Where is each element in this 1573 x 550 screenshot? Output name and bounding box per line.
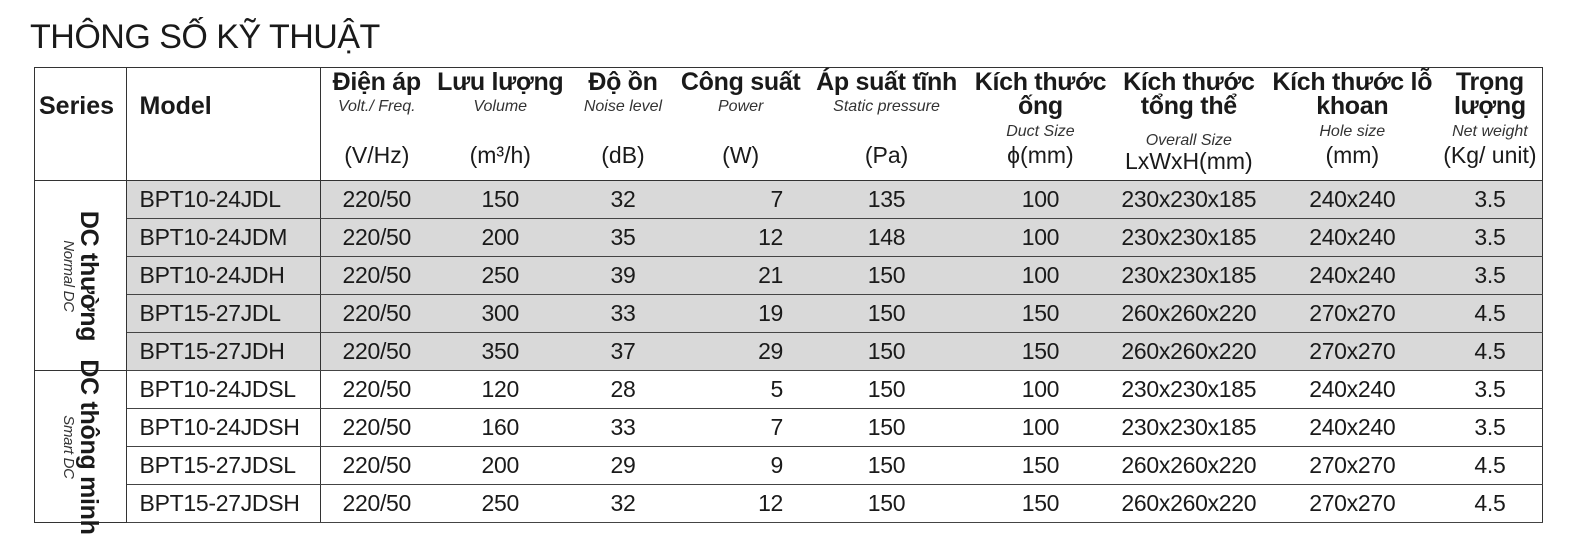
duct-cell: 150 xyxy=(970,485,1111,523)
pressure-cell: 150 xyxy=(803,257,970,295)
voltage-cell: 220/50 xyxy=(320,181,433,219)
table-row xyxy=(35,409,1543,447)
header-weight-en: Net weight xyxy=(1452,123,1528,140)
table-row xyxy=(35,333,1543,371)
power-cell: 29 xyxy=(678,333,803,371)
header-noise-unit: (dB) xyxy=(601,142,645,168)
weight-cell: 3.5 xyxy=(1438,371,1543,409)
header-power-vi: Công suất xyxy=(680,68,801,96)
noise-cell: 29 xyxy=(568,447,679,485)
weight-cell: 4.5 xyxy=(1438,295,1543,333)
header-volume-en: Volume xyxy=(473,98,528,115)
voltage-cell: 220/50 xyxy=(320,409,433,447)
pressure-cell: 150 xyxy=(803,409,970,447)
pressure-cell: 150 xyxy=(803,371,970,409)
weight-cell: 3.5 xyxy=(1438,257,1543,295)
volume-cell: 350 xyxy=(433,333,568,371)
duct-cell: 150 xyxy=(970,447,1111,485)
overall-cell: 230x230x185 xyxy=(1111,219,1267,257)
volume-cell: 120 xyxy=(433,371,568,409)
table-row xyxy=(35,447,1543,485)
weight-cell: 3.5 xyxy=(1438,219,1543,257)
pressure-cell: 150 xyxy=(803,295,970,333)
header-model-label: Model xyxy=(139,92,212,120)
table-row xyxy=(35,219,1543,257)
duct-cell: 100 xyxy=(970,257,1111,295)
header-overall-unit: LxWxH(mm) xyxy=(1124,148,1253,174)
header-overall-vi: Kích thước tổng thể xyxy=(1123,68,1255,120)
page-title: THÔNG SỐ KỸ THUẬT xyxy=(30,18,380,56)
voltage-cell: 220/50 xyxy=(320,257,433,295)
header-weight-vi: Trọng lượng xyxy=(1453,68,1526,120)
overall-cell: 230x230x185 xyxy=(1111,371,1267,409)
model-cell: BPT10-24JDL xyxy=(126,181,320,219)
header-model xyxy=(126,68,320,181)
duct-cell: 150 xyxy=(970,333,1111,371)
table-row xyxy=(35,181,1543,219)
header-hole xyxy=(1267,68,1438,181)
header-duct-vi: Kích thước ống xyxy=(974,68,1107,120)
table-row xyxy=(35,295,1543,333)
pressure-cell: 150 xyxy=(803,333,970,371)
hole-cell: 270x270 xyxy=(1267,333,1438,371)
pressure-cell: 150 xyxy=(803,447,970,485)
voltage-cell: 220/50 xyxy=(320,447,433,485)
header-voltage-unit: (V/Hz) xyxy=(344,142,410,168)
model-cell: BPT10-24JDH xyxy=(126,257,320,295)
power-cell: 5 xyxy=(678,371,803,409)
series-group-cell xyxy=(35,358,127,535)
header-pressure-en: Static pressure xyxy=(833,98,940,115)
model-cell: BPT10-24JDM xyxy=(126,219,320,257)
header-duct-unit: ϕ(mm) xyxy=(1007,142,1074,168)
header-volume-unit: (m³/h) xyxy=(469,142,531,168)
header-duct-en: Duct Size xyxy=(1006,123,1075,140)
table-row xyxy=(35,485,1543,523)
pressure-cell: 135 xyxy=(803,181,970,219)
duct-cell: 150 xyxy=(970,295,1111,333)
power-cell: 12 xyxy=(678,219,803,257)
weight-cell: 4.5 xyxy=(1438,333,1543,371)
voltage-cell: 220/50 xyxy=(320,333,433,371)
overall-cell: 230x230x185 xyxy=(1111,409,1267,447)
power-cell: 7 xyxy=(678,181,803,219)
weight-cell: 4.5 xyxy=(1438,447,1543,485)
header-pressure-unit: (Pa) xyxy=(864,142,909,168)
power-cell: 12 xyxy=(678,485,803,523)
header-hole-en: Hole size xyxy=(1319,123,1386,140)
volume-cell: 150 xyxy=(433,181,568,219)
header-pressure-vi: Áp suất tĩnh xyxy=(816,68,957,96)
overall-cell: 230x230x185 xyxy=(1111,257,1267,295)
model-cell: BPT15-27JDSL xyxy=(126,447,320,485)
volume-cell: 250 xyxy=(433,257,568,295)
hole-cell: 240x240 xyxy=(1267,257,1438,295)
overall-cell: 260x260x220 xyxy=(1111,295,1267,333)
header-noise-vi: Độ ồn xyxy=(588,68,658,96)
volume-cell: 160 xyxy=(433,409,568,447)
overall-cell: 260x260x220 xyxy=(1111,333,1267,371)
noise-cell: 28 xyxy=(568,371,679,409)
table-header-row xyxy=(35,68,1543,181)
weight-cell: 4.5 xyxy=(1438,485,1543,523)
series-group-label: DC thông minh xyxy=(75,358,104,535)
model-cell: BPT10-24JDSL xyxy=(126,371,320,409)
noise-cell: 33 xyxy=(568,295,679,333)
header-voltage-vi: Điện áp xyxy=(332,68,421,96)
table-row xyxy=(35,371,1543,409)
header-hole-vi: Kích thước lỗ khoan xyxy=(1272,68,1433,120)
voltage-cell: 220/50 xyxy=(320,485,433,523)
pressure-cell: 148 xyxy=(803,219,970,257)
overall-cell: 260x260x220 xyxy=(1111,447,1267,485)
model-cell: BPT15-27JDH xyxy=(126,333,320,371)
hole-cell: 240x240 xyxy=(1267,371,1438,409)
noise-cell: 35 xyxy=(568,219,679,257)
volume-cell: 200 xyxy=(433,447,568,485)
voltage-cell: 220/50 xyxy=(320,219,433,257)
volume-cell: 300 xyxy=(433,295,568,333)
power-cell: 7 xyxy=(678,409,803,447)
header-series xyxy=(35,68,127,181)
hole-cell: 270x270 xyxy=(1267,447,1438,485)
series-group-cell xyxy=(35,181,127,371)
header-overall xyxy=(1111,68,1267,181)
header-voltage-en: Volt./ Freq. xyxy=(337,98,416,115)
hole-cell: 240x240 xyxy=(1267,219,1438,257)
voltage-cell: 220/50 xyxy=(320,295,433,333)
hole-cell: 240x240 xyxy=(1267,409,1438,447)
pressure-cell: 150 xyxy=(803,485,970,523)
duct-cell: 100 xyxy=(970,371,1111,409)
header-duct xyxy=(970,68,1111,181)
power-cell: 21 xyxy=(678,257,803,295)
header-pressure xyxy=(803,68,970,181)
volume-cell: 200 xyxy=(433,219,568,257)
model-cell: BPT10-24JDSH xyxy=(126,409,320,447)
weight-cell: 3.5 xyxy=(1438,409,1543,447)
header-weight xyxy=(1438,68,1543,181)
model-cell: BPT15-27JDSH xyxy=(126,485,320,523)
header-noise xyxy=(568,68,679,181)
table-row xyxy=(35,257,1543,295)
header-voltage xyxy=(320,68,433,181)
header-series-label: Series xyxy=(39,92,115,120)
voltage-cell: 220/50 xyxy=(320,371,433,409)
hole-cell: 270x270 xyxy=(1267,295,1438,333)
header-noise-en: Noise level xyxy=(583,98,663,115)
hole-cell: 240x240 xyxy=(1267,181,1438,219)
header-volume-vi: Lưu lượng xyxy=(437,68,564,96)
series-group-sublabel: Smart DC xyxy=(60,414,78,479)
header-power-unit: (W) xyxy=(722,142,760,168)
header-overall-en: Overall Size xyxy=(1145,132,1232,149)
duct-cell: 100 xyxy=(970,181,1111,219)
series-group-label: DC thường xyxy=(75,210,104,341)
noise-cell: 32 xyxy=(568,485,679,523)
duct-cell: 100 xyxy=(970,409,1111,447)
power-cell: 19 xyxy=(678,295,803,333)
weight-cell: 3.5 xyxy=(1438,181,1543,219)
noise-cell: 39 xyxy=(568,257,679,295)
volume-cell: 250 xyxy=(433,485,568,523)
header-power-en: Power xyxy=(718,98,764,115)
overall-cell: 230x230x185 xyxy=(1111,181,1267,219)
noise-cell: 32 xyxy=(568,181,679,219)
hole-cell: 270x270 xyxy=(1267,485,1438,523)
header-weight-unit: (Kg/ unit) xyxy=(1443,142,1537,168)
noise-cell: 37 xyxy=(568,333,679,371)
duct-cell: 100 xyxy=(970,219,1111,257)
spec-table xyxy=(34,67,1543,535)
header-volume xyxy=(433,68,568,181)
header-hole-unit: (mm) xyxy=(1325,142,1380,168)
table-body xyxy=(35,181,1543,535)
header-power xyxy=(678,68,803,181)
power-cell: 9 xyxy=(678,447,803,485)
noise-cell: 33 xyxy=(568,409,679,447)
model-cell: BPT15-27JDL xyxy=(126,295,320,333)
series-group-sublabel: Normal DC xyxy=(60,239,78,312)
overall-cell: 260x260x220 xyxy=(1111,485,1267,523)
